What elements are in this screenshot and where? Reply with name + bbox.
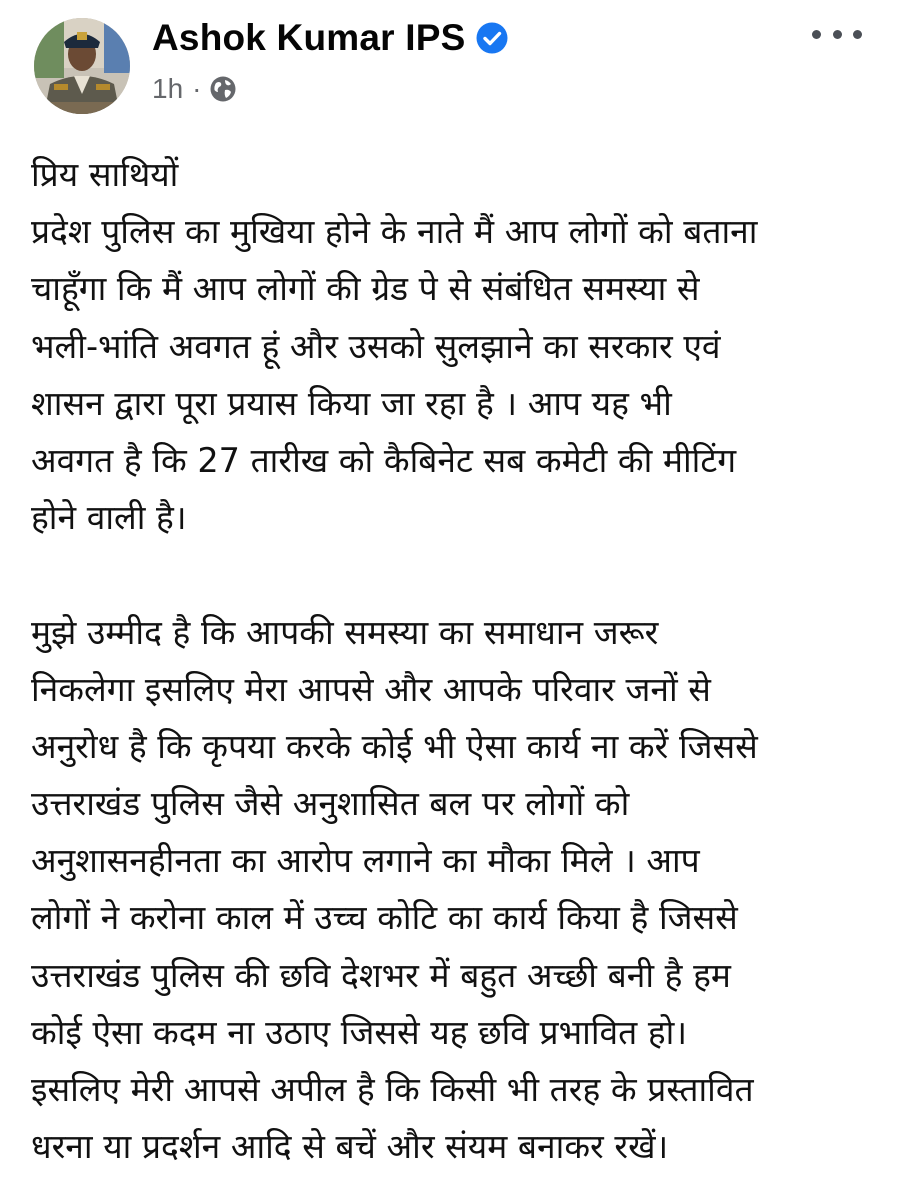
post-line: अनुशासनहीनता का आरोप लगाने का मौका मिले । आप [31,841,700,881]
verified-badge-icon [475,21,509,55]
post-line: भली-भांति अवगत हूं और उसको सुलझाने का सरकार एवं [31,326,721,366]
post-line: चाहूँगा कि मैं आप लोगों की ग्रेड पे से संबंधित समस्या से [31,269,700,309]
post-line: अवगत है कि 27 तारीख को कैबिनेट सब कमेटी की मीटिंग [31,440,737,480]
more-dot [812,30,821,39]
post-line: उत्तराखंड पुलिस की छवि देशभर में बहुत अच्छी बनी है हम [31,955,731,995]
more-dot [853,30,862,39]
post-line: निकलेगा इसलिए मेरा आपसे और आपके परिवार जनों से [31,669,711,709]
author-name[interactable]: Ashok Kumar IPS [152,17,466,58]
post-line: लोगों ने करोना काल में उच्च कोटि का कार्य किया है जिससे [31,898,738,938]
post-meta [152,70,237,108]
post-line: उत्तराखंड पुलिस जैसे अनुशासित बल पर लोगों को [31,784,630,824]
post-line: प्रदेश पुलिस का मुखिया होने के नाते मैं आप लोगों को बताना [31,212,758,252]
paragraph-break [31,546,886,603]
post-line: होने वाली है। [31,498,187,538]
post-line: इसलिए मेरी आपसे अपील है कि किसी भी तरह के प्रस्तावित [31,1070,754,1109]
post-line: कोई ऐसा कदम ना उठाए जिससे यह छवि प्रभावित हो। [31,1012,688,1052]
post-line: मुझे उम्मीद है कि आपकी समस्या का समाधान जरूर [31,612,659,652]
post-header [0,0,902,130]
post-line: शासन द्वारा पूरा प्रयास किया जा रहा है । आप यह भी [31,383,672,423]
post-body [31,146,886,1175]
meta-separator: · [192,73,202,104]
globe-icon[interactable] [209,75,237,103]
avatar-photo [34,18,130,114]
more-dot [833,30,842,39]
post-line: प्रिय साथियों [31,155,179,194]
post-line: अनुरोध है कि कृपया करके कोई भी ऐसा कार्य ना करें जिससे [31,726,758,766]
post-line: धरना या प्रदर्शन आदि से बचें और संयम बनाकर रखें। [31,1127,669,1167]
avatar[interactable] [34,18,130,114]
post-timestamp[interactable]: 1h [152,73,184,104]
more-options-button[interactable] [812,22,862,46]
author-row [152,12,509,64]
